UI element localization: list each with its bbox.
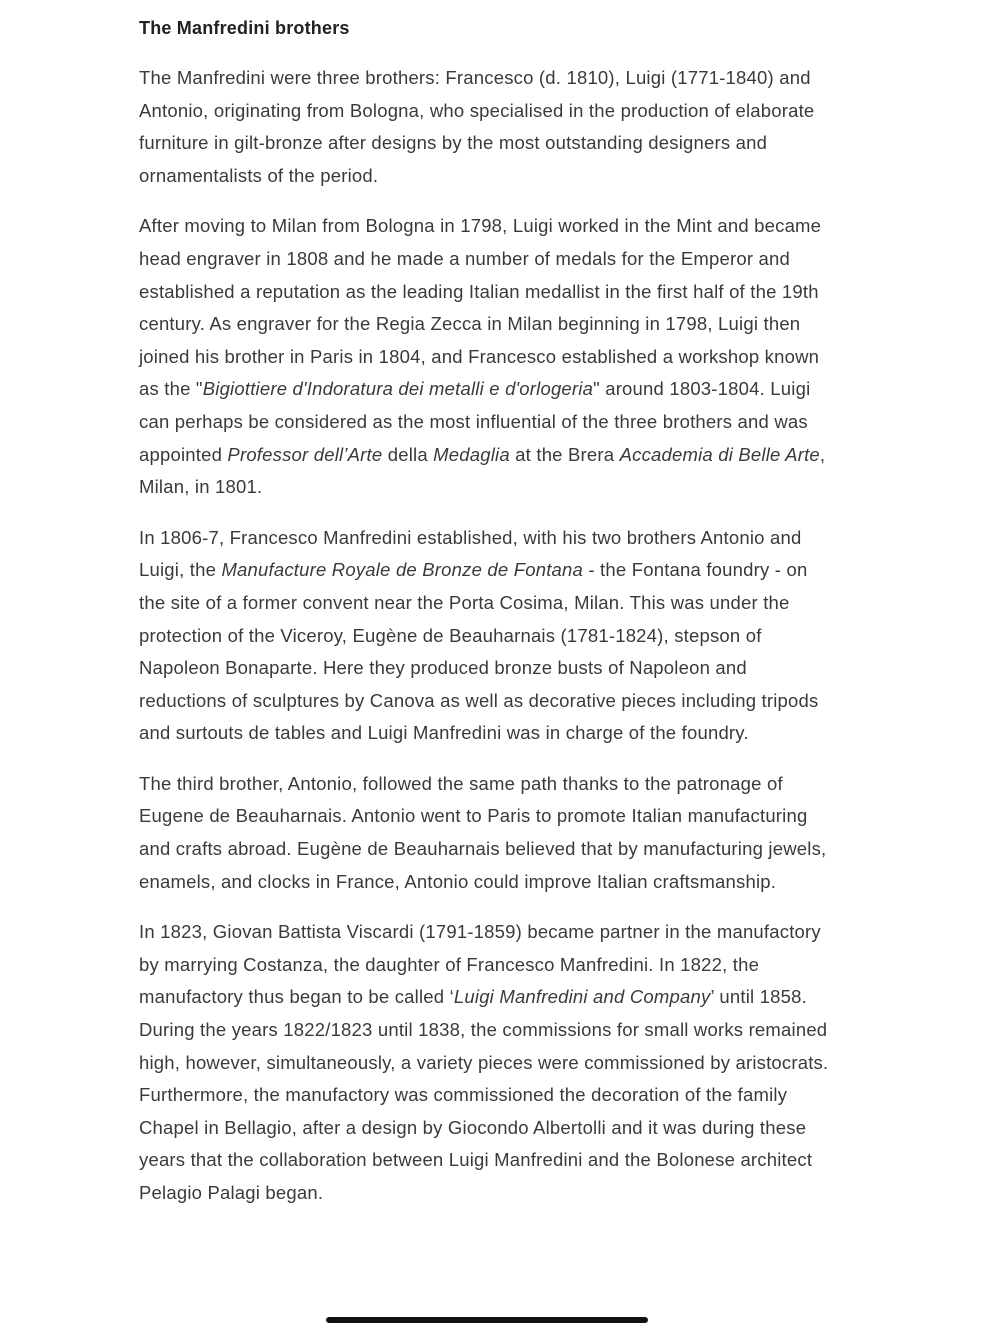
- paragraph-text: The third brother, Antonio, followed the same path thanks to the patronage of Eugene de Beauharnais. Antonio went to Paris to promote Italian manufacturing and crafts abroad. Eugène de Beauharnais believed that by manufacturing jewels, enamels, and clocks in France, Antonio could improve Italian craftsmanship.: [139, 772, 827, 892]
- home-indicator[interactable]: [326, 1317, 648, 1323]
- paragraph-text: , Milan, in 1801.: [139, 443, 826, 498]
- paragraph-text: After moving to Milan from Bologna in 1798, Luigi worked in the Mint and became head engraver in 1808 and he made a number of medals for the Emperor and established a reputation as the leading Italian medallist in the first half of the 19th century. As engraver for the Regia Zecca in Milan beginning in 1798, Luigi then joined his brother in Paris in 1804, and Francesco established a workshop known as the ": [139, 215, 822, 400]
- italic-text: Accademia di Belle Arte: [619, 443, 820, 465]
- paragraph-1: [139, 62, 839, 192]
- paragraph-text: In 1806-7, Francesco Manfredini established, with his two brothers Antonio and Luigi, the: [139, 526, 802, 581]
- paragraph-5: [139, 916, 839, 1209]
- paragraph-text: " around 1803-1804. Luigi can perhaps be considered as the most influential of the three brothers and was appointed: [139, 378, 811, 465]
- paragraph-3: [139, 522, 839, 750]
- paragraph-text: - the Fontana foundry - on the site of a former convent near the Porta Cosima, Milan. This was under the protection of the Viceroy, Eugène de Beauharnais (1781-1824), stepson of Napoleon Bonaparte. Here they produced bronze busts of Napoleon and reductions of sculptures by Canova as well as decorative pieces including tripods and surtouts de tables and Luigi Manfredini was in charge of the foundry.: [139, 559, 819, 744]
- paragraph-text: The Manfredini were three brothers: Francesco (d. 1810), Luigi (1771-1840) and Antonio, originating from Bologna, who specialised in the production of elaborate furniture in gilt-bronze after designs by the most outstanding designers and ornamentalists of the period.: [139, 67, 815, 186]
- paragraph-text: ’ until 1858. During the years 1822/1823 until 1838, the commissions for small works remained high, however, simultaneously, a variety pieces were commissioned by aristocrats. Furthermore, the manufactory was commissioned the decoration of the family Chapel in Bellagio, after a design by Giocondo Albertolli and it was during these years that the collaboration between Luigi Manfredini and the Bolonese architect Pelagio Palagi began.: [139, 986, 829, 1203]
- paragraph-text: della: [382, 443, 434, 465]
- italic-text: Bigiottiere d'Indoratura dei metalli e d'orlogeria: [202, 378, 594, 400]
- italic-text: Medaglia: [433, 443, 510, 465]
- italic-text: Luigi Manfredini and Company: [453, 986, 711, 1008]
- italic-text: Manufacture Royale de Bronze de Fontana: [221, 559, 584, 581]
- paragraph-text: at the Brera: [509, 443, 620, 465]
- paragraph-4: [139, 768, 839, 898]
- article-title: The Manfredini brothers: [139, 18, 350, 38]
- italic-text: Professor dell’Arte: [227, 443, 383, 465]
- paragraph-2: [139, 210, 839, 503]
- paragraph-text: In 1823, Giovan Battista Viscardi (1791-1859) became partner in the manufactory by marrying Costanza, the daughter of Francesco Manfredini. In 1822, the manufactory thus began to be called ‘: [139, 921, 821, 1008]
- article: [139, 14, 839, 1228]
